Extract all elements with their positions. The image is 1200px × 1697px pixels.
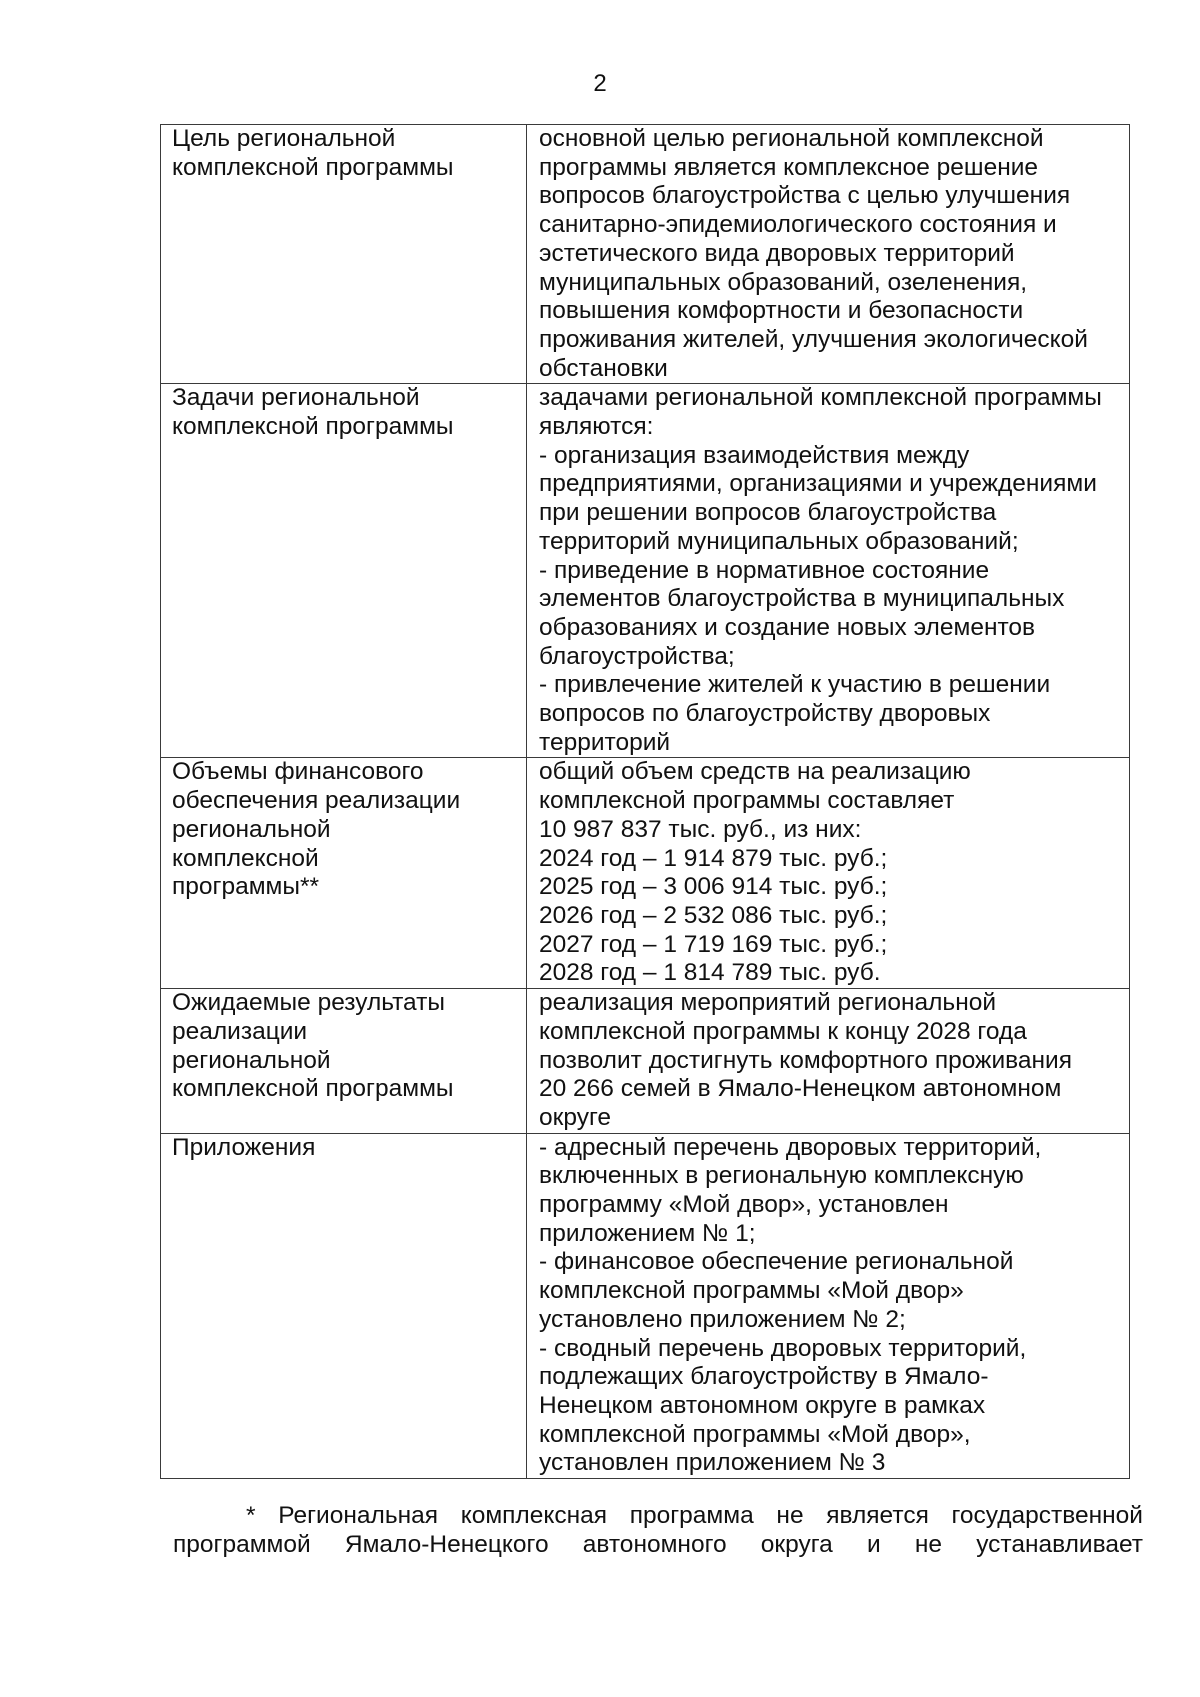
value-line: территорий <box>539 728 671 756</box>
label-line: программы** <box>172 873 320 901</box>
value-line: являются: <box>539 413 654 441</box>
value-line: элементов благоустройства в муниципальных <box>539 585 1065 613</box>
label-line: региональной <box>172 815 331 843</box>
row-label-cell <box>161 758 527 989</box>
label-line: комплексной программы <box>172 413 454 441</box>
value-line: программы является комплексное решение <box>539 153 1039 181</box>
label-line: Задачи региональной <box>172 384 420 412</box>
value-line: включенных в региональную комплексную <box>539 1162 1024 1190</box>
footnote-line-1: * Региональная комплексная программа не является государственной <box>246 1502 1143 1529</box>
value-line: общий объем средств на реализацию <box>539 758 971 786</box>
value-line: реализация мероприятий региональной <box>539 989 997 1017</box>
label-line: комплексной программы <box>172 1075 454 1103</box>
label-line: комплексной <box>172 844 319 872</box>
value-line: проживания жителей, улучшения экологической <box>539 325 1088 353</box>
value-line: 2028 год – 1 814 789 тыс. руб. <box>539 959 881 987</box>
value-line: - организация взаимодействия между <box>539 441 970 469</box>
value-line: 2025 год – 3 006 914 тыс. руб.; <box>539 873 888 901</box>
value-line: 2027 год – 1 719 169 тыс. руб.; <box>539 930 888 958</box>
value-line: эстетического вида дворовых территорий <box>539 239 1015 267</box>
table-row <box>161 1133 1130 1478</box>
footnote-line-2: программой Ямало-Ненецкого автономного округа и не устанавливает <box>173 1530 1143 1558</box>
value-line: комплексной программы к концу 2028 года <box>539 1017 1027 1045</box>
value-line: округе <box>539 1103 611 1131</box>
table-row <box>161 125 1130 384</box>
label-line: региональной <box>172 1046 331 1074</box>
label-line: Ожидаемые результаты <box>172 989 445 1017</box>
table-row <box>161 758 1130 989</box>
value-line: территорий муниципальных образований; <box>539 527 1019 555</box>
label-line: обеспечения реализации <box>172 787 461 815</box>
value-line: приложением № 1; <box>539 1219 756 1247</box>
label-line: Объемы финансового <box>172 758 424 786</box>
value-line: программу «Мой двор», установлен <box>539 1191 949 1219</box>
value-line: комплексной программы составляет <box>539 787 955 815</box>
value-line: подлежащих благоустройству в Ямало- <box>539 1363 989 1391</box>
value-line: установлен приложением № 3 <box>539 1449 886 1477</box>
value-line: обстановки <box>539 354 668 382</box>
value-line: комплексной программы «Мой двор» <box>539 1277 964 1305</box>
value-line: благоустройства; <box>539 642 735 670</box>
value-line: 10 987 837 тыс. руб., из них: <box>539 815 862 843</box>
row-value-cell <box>527 125 1130 384</box>
value-line: вопросов благоустройства с целью улучшения <box>539 182 1071 210</box>
value-line: установлено приложением № 2; <box>539 1305 906 1333</box>
value-line: - приведение в нормативное состояние <box>539 556 990 584</box>
value-line: - привлечение жителей к участию в решении <box>539 671 1051 699</box>
value-line: - финансовое обеспечение региональной <box>539 1248 1014 1276</box>
row-label-cell <box>161 384 527 758</box>
value-line: санитарно-эпидемиологического состояния и <box>539 211 1057 239</box>
table-row <box>161 384 1130 758</box>
footnote <box>173 1502 1143 1559</box>
value-line: образованиях и создание новых элементов <box>539 613 1036 641</box>
program-passport-table <box>160 124 1130 1479</box>
value-line: 20 266 семей в Ямало-Ненецком автономном <box>539 1075 1062 1103</box>
value-line: позволит достигнуть комфортного проживания <box>539 1046 1072 1074</box>
value-line: вопросов по благоустройству дворовых <box>539 700 991 728</box>
label-line: комплексной программы <box>172 153 454 181</box>
value-line: 2026 год – 2 532 086 тыс. руб.; <box>539 901 888 929</box>
value-line: муниципальных образований, озеленения, <box>539 268 1028 296</box>
value-line: 2024 год – 1 914 879 тыс. руб.; <box>539 844 888 872</box>
label-line: реализации <box>172 1017 308 1045</box>
row-value-cell <box>527 989 1130 1134</box>
value-line: - адресный перечень дворовых территорий, <box>539 1133 1042 1161</box>
value-line: основной целью региональной комплексной <box>539 125 1044 152</box>
value-line: комплексной программы «Мой двор», <box>539 1420 971 1448</box>
row-label-cell <box>161 989 527 1134</box>
row-label-cell <box>161 1133 527 1478</box>
page-number: 2 <box>593 70 607 97</box>
label-line: Приложения <box>172 1133 316 1161</box>
value-line: - сводный перечень дворовых территорий, <box>539 1334 1027 1362</box>
row-value-cell <box>527 384 1130 758</box>
row-label-cell <box>161 125 527 384</box>
value-line: при решении вопросов благоустройства <box>539 499 997 527</box>
value-line: повышения комфортности и безопасности <box>539 297 1024 325</box>
table-row <box>161 989 1130 1134</box>
row-value-cell <box>527 758 1130 989</box>
label-line: Цель региональной <box>172 125 396 152</box>
row-value-cell <box>527 1133 1130 1478</box>
value-line: предприятиями, организациями и учреждениями <box>539 470 1097 498</box>
value-line: Ненецком автономном округе в рамках <box>539 1391 986 1419</box>
value-line: задачами региональной комплексной программы <box>539 384 1102 412</box>
